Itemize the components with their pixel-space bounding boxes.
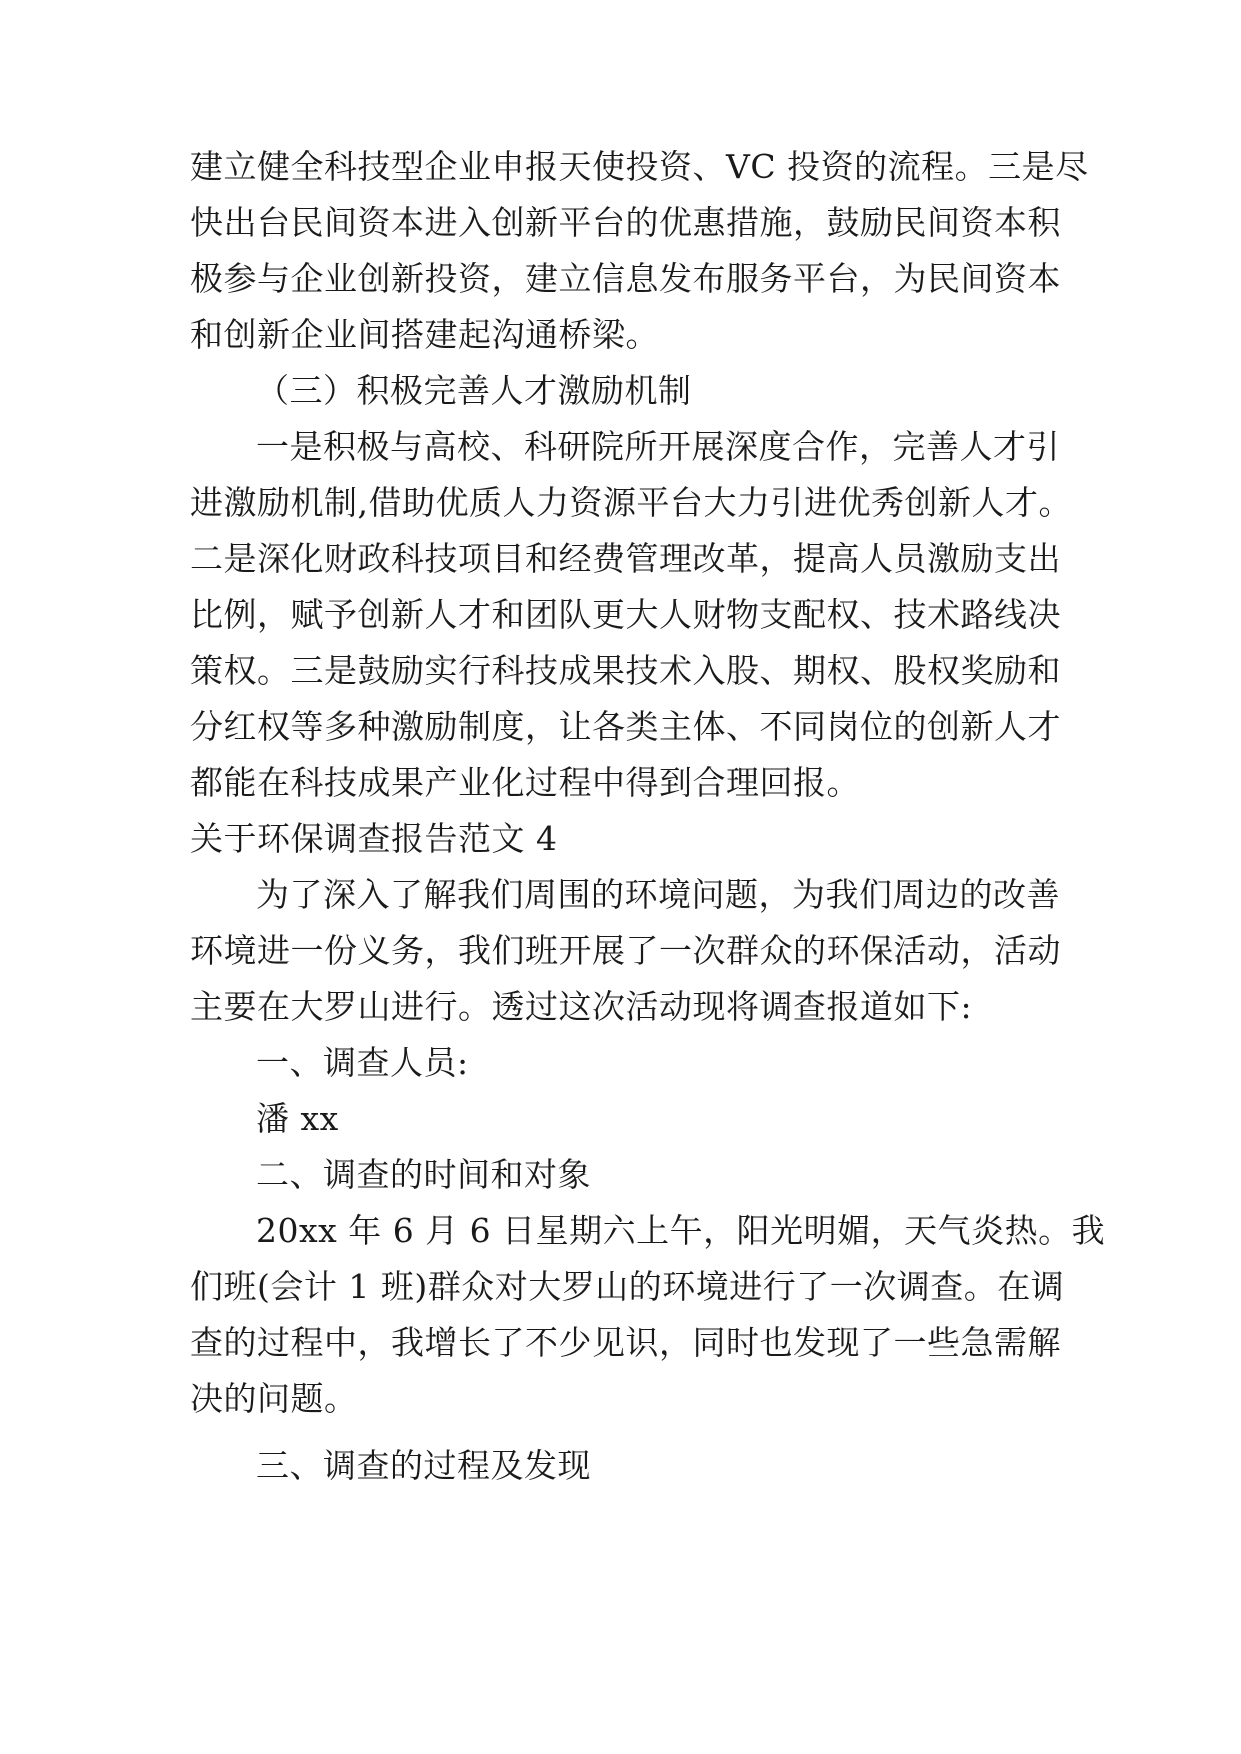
paragraph-line: 环境进一份义务，我们班开展了一次群众的环保活动，活动 — [190, 931, 1061, 970]
paragraph-line: 二是深化财政科技项目和经费管理改革，提高人员激励支出 — [190, 539, 1061, 578]
paragraph-line: 查的过程中，我增长了不少见识，同时也发现了一些急需解 — [190, 1323, 1061, 1362]
section-heading: （三）积极完善人才激励机制 — [256, 371, 692, 410]
paragraph-line: 策权。三是鼓励实行科技成果技术入股、期权、股权奖励和 — [190, 651, 1061, 690]
paragraph-line: 20xx 年 6 月 6 日星期六上午，阳光明媚，天气炎热。我 — [256, 1211, 1106, 1250]
paragraph-line: 进激励机制,借助优质人力资源平台大力引进优秀创新人才。 — [190, 483, 1072, 522]
section-heading: 三、调查的过程及发现 — [256, 1446, 591, 1485]
paragraph-line: 们班(会计 1 班)群众对大罗山的环境进行了一次调查。在调 — [190, 1267, 1065, 1306]
paragraph-line: 比例，赋予创新人才和团队更大人财物支配权、技术路线决 — [190, 595, 1061, 634]
paragraph-line: 潘 xx — [256, 1099, 339, 1138]
section-heading: 一、调查人员: — [256, 1043, 469, 1082]
paragraph-line: 为了深入了解我们周围的环境问题，为我们周边的改善 — [256, 875, 1060, 914]
paragraph-line: 主要在大罗山进行。透过这次活动现将调查报道如下: — [190, 987, 973, 1026]
paragraph-line: 建立健全科技型企业申报天使投资、VC 投资的流程。三是尽 — [190, 147, 1089, 186]
paragraph-line: 分红权等多种激励制度，让各类主体、不同岗位的创新人才 — [190, 707, 1061, 746]
article-title: 关于环保调查报告范文 4 — [190, 819, 558, 858]
paragraph-line: 都能在科技成果产业化过程中得到合理回报。 — [190, 763, 860, 802]
paragraph-line: 和创新企业间搭建起沟通桥梁。 — [190, 315, 659, 354]
paragraph-line: 快出台民间资本进入创新平台的优惠措施，鼓励民间资本积 — [190, 203, 1061, 242]
paragraph-line: 决的问题。 — [190, 1379, 358, 1418]
section-heading: 二、调查的时间和对象 — [256, 1155, 591, 1194]
paragraph-line: 一是积极与高校、科研院所开展深度合作，完善人才引 — [256, 427, 1060, 466]
paragraph-line: 极参与企业创新投资，建立信息发布服务平台，为民间资本 — [190, 259, 1061, 298]
